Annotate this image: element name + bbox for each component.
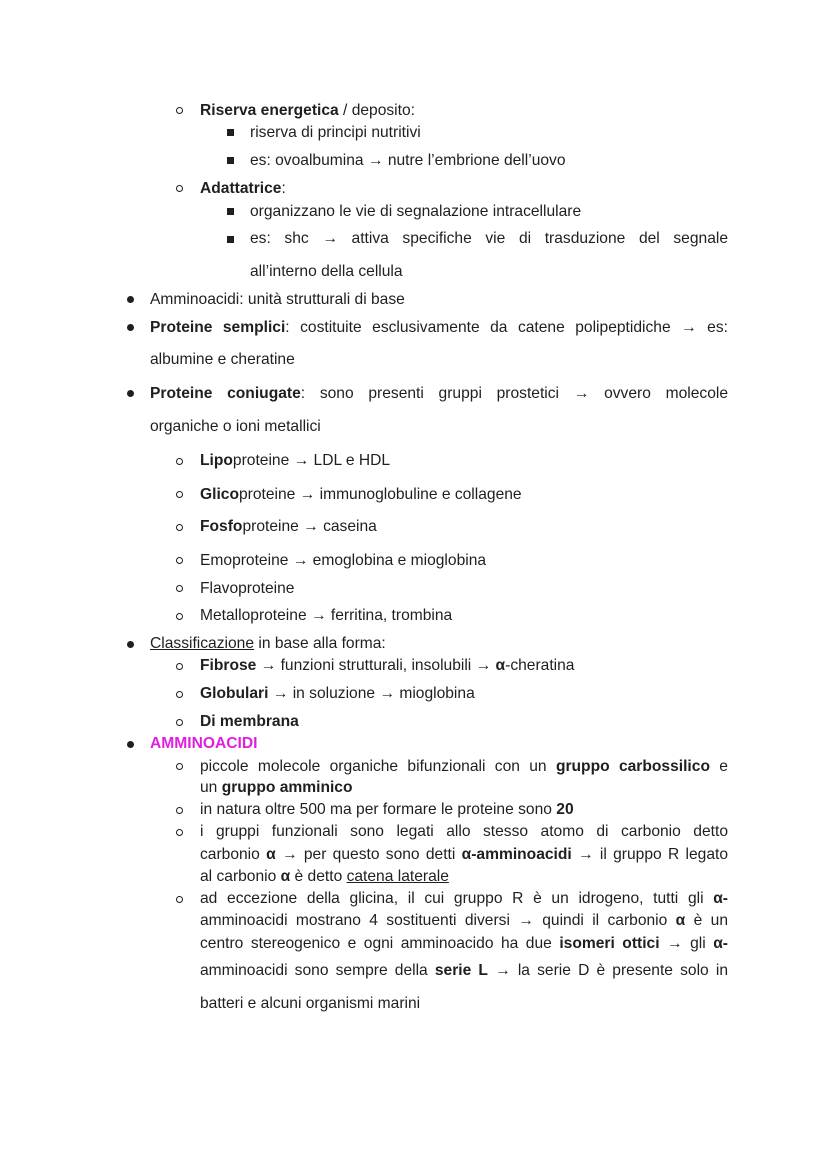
semplici-label: Proteine semplici	[150, 319, 286, 336]
circle-bullet	[176, 491, 183, 498]
aa3-b: → per questo sono detti	[275, 846, 462, 863]
square-bullet	[227, 208, 234, 215]
membrana-item: Di membrana	[200, 713, 299, 730]
semplici-line1	[150, 318, 728, 338]
circle-bullet	[176, 107, 183, 114]
fosfo-rest: proteine → caseina	[242, 518, 377, 535]
semplici-line2: albumine e cheratine	[150, 351, 295, 368]
glicoproteine-item	[200, 485, 522, 505]
fibrose-end: -cheratina	[505, 657, 575, 674]
circle-bullet	[176, 663, 183, 670]
circle-bullet	[176, 807, 183, 814]
aa4-line3	[200, 934, 728, 954]
metalloproteine-item: Metalloproteine → ferritina, trombina	[200, 607, 453, 624]
aa1-e: gruppo amminico	[221, 779, 353, 796]
circle-bullet	[176, 585, 183, 592]
lipo-rest: proteine → LDL e HDL	[232, 452, 391, 469]
aa4-line2-b: è un	[685, 912, 728, 929]
aa3-e: al carbonio	[200, 868, 281, 885]
fibrose-rest: → funzioni strutturali, insolubili →	[256, 657, 496, 674]
amminoacidi-definition: Amminoacidi: unità strutturali di base	[150, 291, 405, 308]
aa4-line3-b: isomeri ottici	[559, 935, 660, 952]
aa3-a: carbonio	[200, 846, 267, 863]
square-bullet	[227, 129, 234, 136]
coniugate-line1-rest: : sono presenti gruppi prostetici → ovvero molecole	[300, 385, 728, 402]
classificazione-rest: in base alla forma:	[254, 635, 386, 652]
aa3-c: α-amminoacidi	[461, 846, 572, 863]
circle-bullet	[176, 185, 183, 192]
disc-bullet	[127, 641, 134, 648]
aa1-line1	[200, 757, 728, 777]
emoproteine-item: Emoproteine → emoglobina e mioglobina	[200, 552, 487, 569]
aa4-line4-c: → la serie D è presente solo in	[487, 962, 729, 979]
fosfoproteine-item	[200, 517, 377, 537]
riserva-sub1: riserva di principi nutritivi	[250, 124, 421, 141]
aa3-alpha1: α	[266, 846, 276, 863]
amminoacidi-heading: AMMINOACIDI	[150, 735, 258, 752]
aa1-b: gruppo carbossilico	[555, 758, 710, 775]
aa1-a: piccole molecole organiche bifunzionali con un	[200, 758, 556, 775]
fosfo-bold: Fosfo	[200, 518, 243, 535]
aa4-line1	[200, 889, 728, 909]
aa4-line4	[200, 961, 728, 981]
aa4-line2-alpha: α	[675, 912, 686, 929]
disc-bullet	[127, 296, 134, 303]
aa1-c: e	[709, 758, 728, 775]
aa3-alpha2: α	[280, 868, 291, 885]
classificazione-item	[150, 634, 386, 654]
globulari-bold: Globulari	[200, 685, 269, 702]
fibrose-item	[200, 656, 574, 676]
semplici-line1-rest: : costituite esclusivamente da catene polipeptidiche → es:	[285, 319, 728, 336]
aa4-line3-a: centro stereogenico e ogni amminoacido ha due	[200, 935, 560, 952]
adattatrice-sub1: organizzano le vie di segnalazione intracellulare	[250, 203, 582, 220]
riserva-rest: / deposito:	[338, 102, 415, 119]
glico-rest: proteine → immunoglobuline e collagene	[239, 486, 522, 503]
flavoproteine-item: Flavoproteine	[200, 580, 295, 597]
aa4-line3-alpha: α-	[713, 935, 728, 952]
globulari-item	[200, 684, 475, 704]
lipo-bold: Lipo	[200, 452, 233, 469]
adattatrice-sub2-line2: all’interno della cellula	[250, 263, 403, 280]
aa2-a: in natura oltre 500 ma per formare le proteine sono	[200, 801, 557, 818]
circle-bullet	[176, 524, 183, 531]
aa1-line2	[200, 778, 353, 798]
riserva-label: Riserva energetica	[200, 102, 339, 119]
aa2-line	[200, 800, 574, 820]
square-bullet	[227, 236, 234, 243]
coniugate-line1	[150, 384, 728, 404]
aa4-line3-c: → gli	[659, 935, 714, 952]
glico-bold: Glico	[200, 486, 239, 503]
adattatrice-sub2-line1: es: shc → attiva specifiche vie di trasduzione del segnale	[250, 230, 728, 247]
circle-bullet	[176, 613, 183, 620]
aa1-d: un	[200, 779, 222, 796]
adattatrice-item	[200, 179, 286, 199]
coniugate-label: Proteine coniugate	[150, 385, 301, 402]
aa4-line4-a: amminoacidi sono sempre della	[200, 962, 435, 979]
disc-bullet	[127, 390, 134, 397]
aa2-b: 20	[556, 801, 574, 818]
circle-bullet	[176, 719, 183, 726]
aa3-g: catena laterale	[346, 868, 449, 885]
circle-bullet	[176, 691, 183, 698]
aa3-line1: i gruppi funzionali sono legati allo stesso atomo di carbonio detto	[200, 823, 728, 840]
coniugate-line2: organiche o ioni metallici	[150, 418, 321, 435]
square-bullet	[227, 157, 234, 164]
aa4-line2	[200, 911, 728, 931]
fibrose-bold: Fibrose	[200, 657, 257, 674]
aa4-line4-b: serie L	[434, 962, 488, 979]
adattatrice-colon: :	[281, 180, 286, 197]
adattatrice-label: Adattatrice	[200, 180, 282, 197]
disc-bullet	[127, 741, 134, 748]
circle-bullet	[176, 763, 183, 770]
fibrose-alpha: α	[495, 657, 506, 674]
riserva-sub2: es: ovoalbumina → nutre l’embrione dell’uovo	[250, 152, 566, 169]
aa4-line1-alpha: α-	[713, 890, 728, 907]
aa3-d: → il gruppo R legato	[571, 846, 728, 863]
aa3-f: è detto	[290, 868, 347, 885]
disc-bullet	[127, 324, 134, 331]
circle-bullet	[176, 896, 183, 903]
aa3-line3	[200, 867, 449, 887]
circle-bullet	[176, 458, 183, 465]
aa4-line2-a: amminoacidi mostrano 4 sostituenti diversi → quindi il carbonio	[200, 912, 676, 929]
circle-bullet	[176, 829, 183, 836]
globulari-rest: → in soluzione → mioglobina	[268, 685, 475, 702]
riserva-item	[200, 101, 415, 121]
aa4-line5: batteri e alcuni organismi marini	[200, 995, 421, 1012]
classificazione-underlined: Classificazione	[150, 635, 255, 652]
aa3-line2	[200, 845, 728, 865]
lipoproteine-item	[200, 451, 390, 471]
aa4-line1-a: ad eccezione della glicina, il cui gruppo R è un idrogeno, tutti gli	[200, 890, 714, 907]
circle-bullet	[176, 557, 183, 564]
